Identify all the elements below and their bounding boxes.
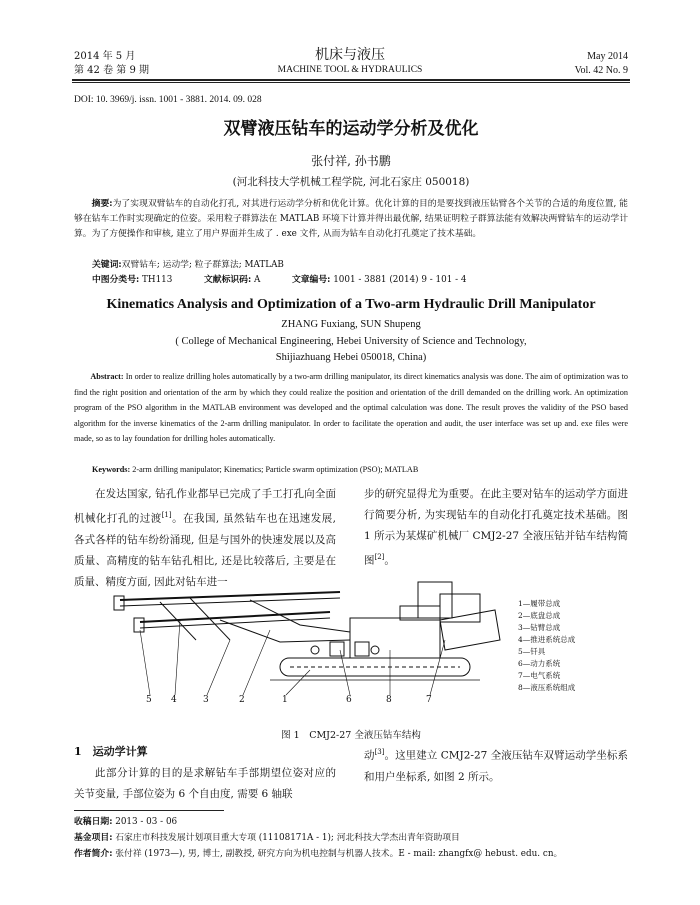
section-1-right bbox=[364, 742, 628, 788]
keywords-en-text: 2-arm drilling manipulator; Kinematics; Particle swarm optimization (PSO); MATLAB bbox=[132, 465, 419, 474]
header-center bbox=[200, 46, 500, 77]
legend-item: 4—推进系统总成 bbox=[518, 635, 576, 644]
received-date: 2013 - 03 - 06 bbox=[115, 817, 178, 827]
affiliation-en-line2: Shijiazhuang Hebei 050018, China) bbox=[275, 352, 427, 363]
authors-en: ZHANG Fuxiang, SUN Shupeng bbox=[281, 319, 421, 330]
intro-left-ref: [1] bbox=[161, 511, 172, 519]
affiliation-en-line1: ( College of Mechanical Engineering, Hebei University of Science and Technology, bbox=[175, 336, 527, 347]
legend-item: 2—底盘总成 bbox=[518, 611, 561, 620]
article-no-label: 文章编号: bbox=[291, 275, 331, 285]
intro-right-ref: [2] bbox=[374, 553, 385, 561]
issue-date-cn: 2014 年 5 月 bbox=[74, 51, 136, 62]
intro-left-text-cont: 。在我国, 虽然钻车也在迅速发展, 各式各样的钻车纷纷涌现, 但是与国外的快速发展以及高质量、高精度的钻车钻孔相比, 还是比较落后, 主要是在质量、精度方面, 因此对钻车进一 bbox=[74, 512, 336, 588]
section-1-heading: 1 运动学计算 bbox=[74, 745, 148, 758]
figure-1 bbox=[100, 570, 620, 710]
article-no-value: 1001 - 3881 (2014) 9 - 101 - 4 bbox=[333, 275, 467, 285]
callout-1: 1 bbox=[282, 695, 288, 705]
section-1-right-ref: [3] bbox=[374, 748, 385, 756]
intro-left-text: 在发达国家, 钻孔作业都早已完成了手工打孔向全面机械化打孔的过渡 bbox=[74, 488, 336, 525]
header-rule-bottom bbox=[72, 82, 630, 83]
fund-label: 基金项目: bbox=[74, 833, 113, 843]
intro-right-end: 。 bbox=[384, 554, 395, 567]
doi: DOI: 10. 3969/j. issn. 1001 - 3881. 2014. 09. 028 bbox=[74, 95, 262, 105]
doc-code-value: A bbox=[254, 275, 261, 285]
title-en: Kinematics Analysis and Optimization of a Two-arm Hydraulic Drill Manipulator bbox=[106, 297, 596, 312]
section-1-left: 此部分计算的目的是求解钻车手部期望位姿对应的关节变量, 手部位姿为 6 个自由度, 需要 6 轴联 bbox=[74, 767, 336, 800]
clc-label: 中图分类号: bbox=[92, 275, 140, 285]
title-cn: 双臂液压钻车的运动学分析及优化 bbox=[223, 119, 479, 139]
keywords-en bbox=[92, 462, 418, 477]
legend-item: 1—履带总成 bbox=[518, 599, 561, 608]
abstract-en-label: Abstract: bbox=[90, 372, 124, 381]
fund-text: 石家庄市科技发展计划项目重大专项 (11108171A - 1); 河北科技大学杰出青年资助项目 bbox=[115, 833, 460, 843]
callout-7: 7 bbox=[426, 695, 432, 705]
clc-value: TH113 bbox=[142, 275, 173, 285]
keywords-en-label: Keywords: bbox=[92, 465, 131, 474]
journal-title-cn: 机床与液压 bbox=[315, 47, 385, 63]
footnote-fund bbox=[74, 831, 460, 846]
abstract-en-text: In order to realize drilling holes automatically by a two-arm drilling manipulator, its direct kinematics analysis was done. The aim of optimization was to find the right position and orientation of the arm by which they could realize the position and orientation of the drill demanded on the drilling work. An optimization program of the PSO algorithm in the MATLAB environment was developed and the optimal calculation was done. The result proves the validity of the PSO based algorithm for the inverse kinematics of the 2-arm drilling manipulator. In order to facilitate the operation and audit, the user interface was set up and. exe files were made, so as to lay foundation for drilling holes automatically. bbox=[74, 372, 629, 443]
callout-8: 8 bbox=[386, 695, 392, 705]
figure-1-caption: 图 1 CMJ2-27 全液压钻车结构 bbox=[281, 730, 421, 741]
callout-4: 4 bbox=[171, 695, 177, 705]
volume-en: Vol. 42 No. 9 bbox=[574, 65, 628, 76]
legend-item: 3—钻臂总成 bbox=[518, 623, 561, 632]
abstract-en bbox=[74, 369, 628, 447]
issue-date-en: May 2014 bbox=[587, 51, 628, 62]
intro-right-column bbox=[364, 484, 628, 572]
legend-item: 7—电气系统 bbox=[518, 671, 561, 680]
abstract-cn bbox=[74, 197, 628, 242]
classification-line bbox=[92, 273, 467, 288]
callout-3: 3 bbox=[203, 695, 209, 705]
footnote-received bbox=[74, 815, 177, 830]
author-bio-text: 张付祥 (1973—), 男, 博士, 副教授, 研究方向为机电控制与机器人技术。E - mail: zhangfx@ hebust. edu. cn。 bbox=[115, 849, 563, 859]
callout-6: 6 bbox=[346, 695, 352, 705]
callout-5: 5 bbox=[146, 695, 152, 705]
legend-item: 8—液压系统组成 bbox=[518, 683, 576, 692]
keywords-cn bbox=[92, 258, 284, 273]
received-label: 收稿日期: bbox=[74, 817, 113, 827]
abstract-cn-label: 摘要: bbox=[91, 199, 113, 209]
header-rule-top bbox=[72, 79, 630, 81]
volume-cn: 第 42 卷 第 9 期 bbox=[74, 65, 149, 76]
authors-cn: 张付祥, 孙书鹏 bbox=[311, 154, 391, 168]
doc-code-label: 文献标识码: bbox=[203, 275, 252, 285]
section-1-right-b: 。这里建立 CMJ2-27 全液压钻车双臂运动学坐标系和用户坐标系, 如图 2 所示。 bbox=[364, 749, 628, 783]
keywords-cn-label: 关键词: bbox=[92, 260, 122, 270]
author-bio-label: 作者简介: bbox=[74, 849, 113, 859]
header-left bbox=[74, 50, 149, 78]
header-right bbox=[575, 50, 628, 78]
callout-2: 2 bbox=[239, 695, 245, 705]
footnote-rule bbox=[74, 810, 224, 811]
drill-rig-drawing bbox=[100, 570, 510, 710]
section-1-right-a: 动 bbox=[364, 749, 375, 762]
journal-title-en: MACHINE TOOL & HYDRAULICS bbox=[277, 65, 423, 75]
figure-legend bbox=[518, 598, 575, 694]
intro-right-text: 步的研究显得尤为重要。在此主要对钻车的运动学方面进行简要分析, 为实现钻车的自动化打孔奠定技术基础。图 1 所示为某煤矿机械厂 CMJ2-27 全液压钻并钻车结构简图 bbox=[364, 488, 628, 567]
abstract-cn-text: 为了实现双臂钻车的自动化打孔, 对其进行运动学分析和优化计算。优化计算的目的是要找到液压钻臂各个关节的合适的角度位置, 能够在钻车工作时实现确定的位姿。采用粒子群算法在 MATLAB 环境下计算并得出最优解, 结果证明粒子群算法能有效解决两臂钻车的运动学计算。为了方便操作和审核, 建立了用户界面并生成了 . exe 文件, 从而为钻车自动化打孔奠定了技术基础。 bbox=[74, 199, 628, 239]
affiliation-cn: (河北科技大学机械工程学院, 河北石家庄 050018) bbox=[232, 176, 470, 188]
legend-item: 6—动力系统 bbox=[518, 659, 561, 668]
legend-item: 5—钎具 bbox=[518, 647, 546, 656]
footnote-author bbox=[74, 847, 562, 862]
keywords-cn-text: 双臂钻车; 运动学; 粒子群算法; MATLAB bbox=[121, 260, 284, 270]
